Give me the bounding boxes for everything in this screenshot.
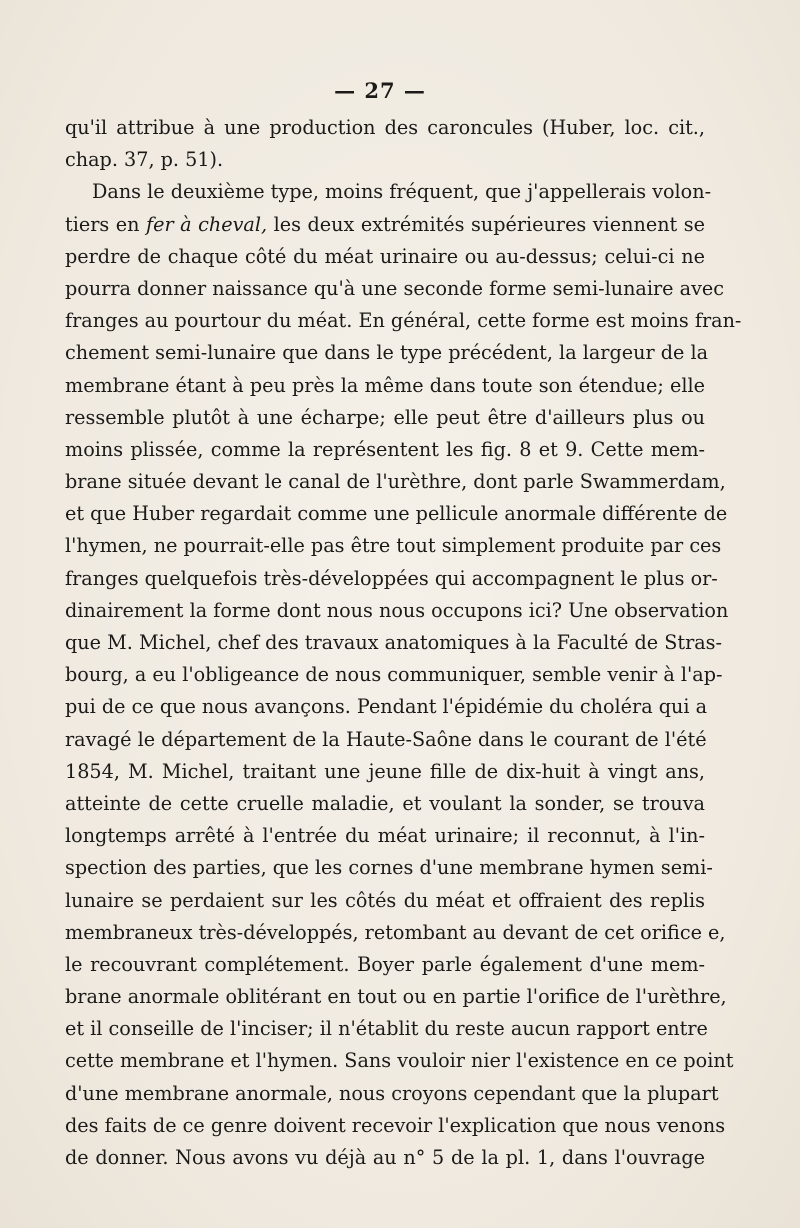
text-line: bourg, a eu l'obligeance de nous communiquer, semble venir à l'ap- — [65, 663, 723, 687]
page-number: — 27 — — [334, 78, 426, 103]
text-line: ravagé le département de la Haute-Saône dans le courant de l'été — [65, 727, 707, 751]
text-line: dinairement la forme dont nous nous occupons ici? Une observation — [65, 598, 729, 622]
text-line-with-italic — [65, 209, 705, 241]
text-line: ressemble plutôt à une écharpe; elle peut être d'ailleurs plus ou — [65, 405, 705, 429]
italic-term: fer à cheval, — [146, 212, 268, 236]
text-line: qu'il attribue à une production des caroncules (Huber, loc. cit., — [65, 116, 705, 139]
text-line: moins plissée, comme la représentent les fig. 8 et 9. Cette mem- — [65, 437, 705, 461]
text-line: et que Huber regardait comme une pellicule anormale différente de — [65, 502, 728, 526]
text-line: pui de ce que nous avançons. Pendant l'épidémie du choléra qui a — [65, 695, 708, 719]
text-line: perdre de chaque côté du méat urinaire ou au-dessus; celui-ci ne — [65, 244, 705, 268]
text-line: que M. Michel, chef des travaux anatomiques à la Faculté de Stras- — [65, 631, 723, 654]
body-text — [65, 112, 742, 1174]
text-line: chap. 37, p. 51). — [65, 148, 224, 172]
text-line: 1854, M. Michel, traitant une jeune fille de dix-huit à vingt ans, — [65, 759, 705, 783]
text-segment: les deux extrémités supérieures viennent se — [267, 212, 705, 236]
text-line: brane située devant le canal de l'urèthre, dont parle Swammerdam, — [65, 470, 726, 494]
text-line: spection des parties, que les cornes d'une membrane hymen semi- — [65, 856, 713, 880]
text-segment: tiers en — [65, 212, 146, 236]
text-line: atteinte de cette cruelle maladie, et voulant la sonder, se trouva — [65, 791, 705, 815]
text-line: membraneux très-développés, retombant au devant de cet orifice e, — [65, 920, 726, 944]
text-line: franges quelquefois très-développées qui accompagnent le plus or- — [65, 566, 718, 590]
text-line: membrane étant à peu près la même dans toute son étendue; elle — [65, 373, 705, 397]
text-line: l'hymen, ne pourrait-elle pas être tout simplement produite par ces — [65, 534, 722, 558]
text-line: pourra donner naissance qu'à une seconde forme semi-lunaire avec — [65, 276, 725, 300]
text-line: le recouvrant complétement. Boyer parle également d'une mem- — [65, 952, 705, 976]
text-line: chement semi-lunaire que dans le type précédent, la largeur de la — [65, 341, 709, 365]
text-line: cette membrane et l'hymen. Sans vouloir nier l'existence en ce point — [65, 1049, 734, 1073]
text-line: et il conseille de l'inciser; il n'établit du reste aucun rapport entre — [65, 1017, 708, 1041]
text-line: des faits de ce genre doivent recevoir l'explication que nous venons — [65, 1113, 726, 1137]
text-line: lunaire se perdaient sur les côtés du méat et offraient des replis — [65, 888, 705, 912]
text-line: de donner. Nous avons vu déjà au n° 5 de la pl. 1, dans l'ouvrage — [65, 1146, 705, 1169]
text-line: d'une membrane anormale, nous croyons cependant que la plupart — [65, 1081, 719, 1105]
text-line: franges au pourtour du méat. En général, cette forme est moins fran- — [65, 309, 742, 333]
paragraph-start-line: Dans le deuxième type, moins fréquent, que j'appellerais volon- — [92, 180, 712, 204]
text-line: brane anormale oblitérant en tout ou en partie l'orifice de l'urèthre, — [65, 985, 727, 1009]
text-line: longtemps arrêté à l'entrée du méat urinaire; il reconnut, à l'in- — [65, 824, 705, 848]
